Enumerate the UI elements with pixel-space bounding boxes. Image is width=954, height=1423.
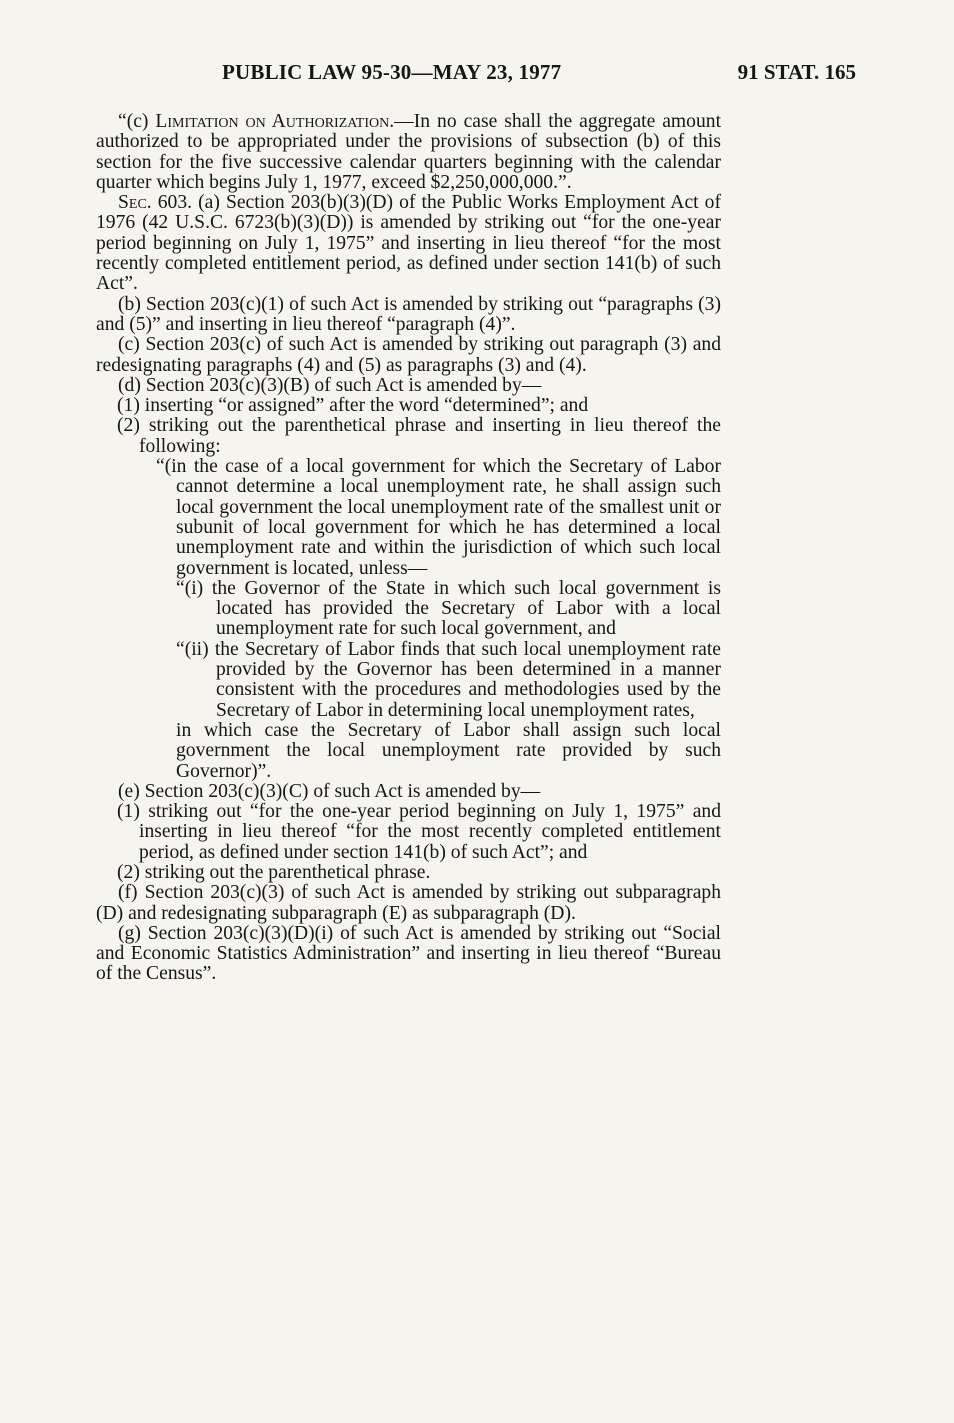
section-603-d: (d) Section 203(c)(3)(B) of such Act is amended by— (118, 374, 542, 396)
statute-body (96, 112, 721, 985)
section-603-a (96, 193, 721, 294)
section-603-f: (f) Section 203(c)(3) of such Act is amended by striking out subparagraph (D) and redesignating subparagraph (E) as subparagraph (D). (96, 882, 721, 924)
section-603-c: (c) Section 203(c) of such Act is amended by striking out paragraph (3) and redesignating paragraphs (4) and (5) as paragraphs (3) and (4). (96, 334, 721, 376)
section-603-e: (e) Section 203(c)(3)(C) of such Act is amended by— (118, 780, 541, 802)
subsection-c-limitation (96, 112, 721, 193)
section-603-e-2: (2) striking out the parenthetical phrase. (117, 861, 431, 883)
inserted-text-quote: “(in the case of a local government for which the Secretary of Labor cannot determine a local unemployment rate, he shall assign such local government the local unemployment rate of the smallest unit or subunit of local government for which he has determined a local unemployment rate and within the jurisdiction of which such local government is located, unless— (156, 456, 721, 579)
section-label: Sec. (118, 192, 152, 214)
subsection-text: —In no case shall the aggregate amount authorized to be appropriated under the provisions of subsection (b) of this section for the five successive calendar quarters beginning with the calendar quarter which begins July 1, 1977, exceed $2,250,000,000.”. (96, 111, 722, 193)
section-603-b: (b) Section 203(c)(1) of such Act is amended by striking out “paragraphs (3) and (5)” and inserting in lieu thereof “paragraph (4)”. (96, 293, 721, 335)
page-folio: 91 STAT. 165 (737, 60, 856, 84)
subsection-label: “(c) (118, 111, 156, 132)
section-603-d-2: (2) striking out the parenthetical phrase and inserting in lieu thereof the following: (117, 415, 721, 457)
page-header (96, 60, 856, 90)
section-603-g: (g) Section 203(c)(3)(D)(i) of such Act is amended by striking out “Social and Economic Statistics Administration” and inserting in lieu thereof “Bureau of the Census”. (96, 922, 721, 985)
inserted-clause-i: “(i) the Governor of the State in which such local government is located has provided the Secretary of Labor with a local unemployment rate for such local government, and (176, 577, 721, 640)
section-603-d-1: (1) inserting “or assigned” after the word “determined”; and (117, 395, 589, 417)
inserted-text-conclusion: in which case the Secretary of Labor shall assign such local government the local unemployment rate provided by such Governor)”. (176, 719, 721, 782)
running-head: PUBLIC LAW 95-30—MAY 23, 1977 (222, 60, 562, 84)
inserted-clause-ii: “(ii) the Secretary of Labor finds that such local unemployment rate provided by the Governor has been determined in a manner consistent with the procedures and methodologies used by the Secretary of Labor in determining local unemployment rates, (176, 638, 721, 721)
section-603-e-1: (1) striking out “for the one-year period beginning on July 1, 1975” and inserting in lieu thereof “for the most recently completed entitlement period, as defined under section 141(b) of such Act”; and (117, 801, 721, 863)
subsection-caption: Limitation on Authorization. (155, 111, 395, 132)
section-text: 603. (a) Section 203(b)(3)(D) of the Public Works Employment Act of 1976 (42 U.S.C. 6723(b)(3)(D)) is amended by striking out “for the one-year period beginning on July 1, 1975” and inserting in lieu thereof “for the most recently completed entitlement period, as defined under section 141(b) of such Act”. (96, 192, 721, 295)
